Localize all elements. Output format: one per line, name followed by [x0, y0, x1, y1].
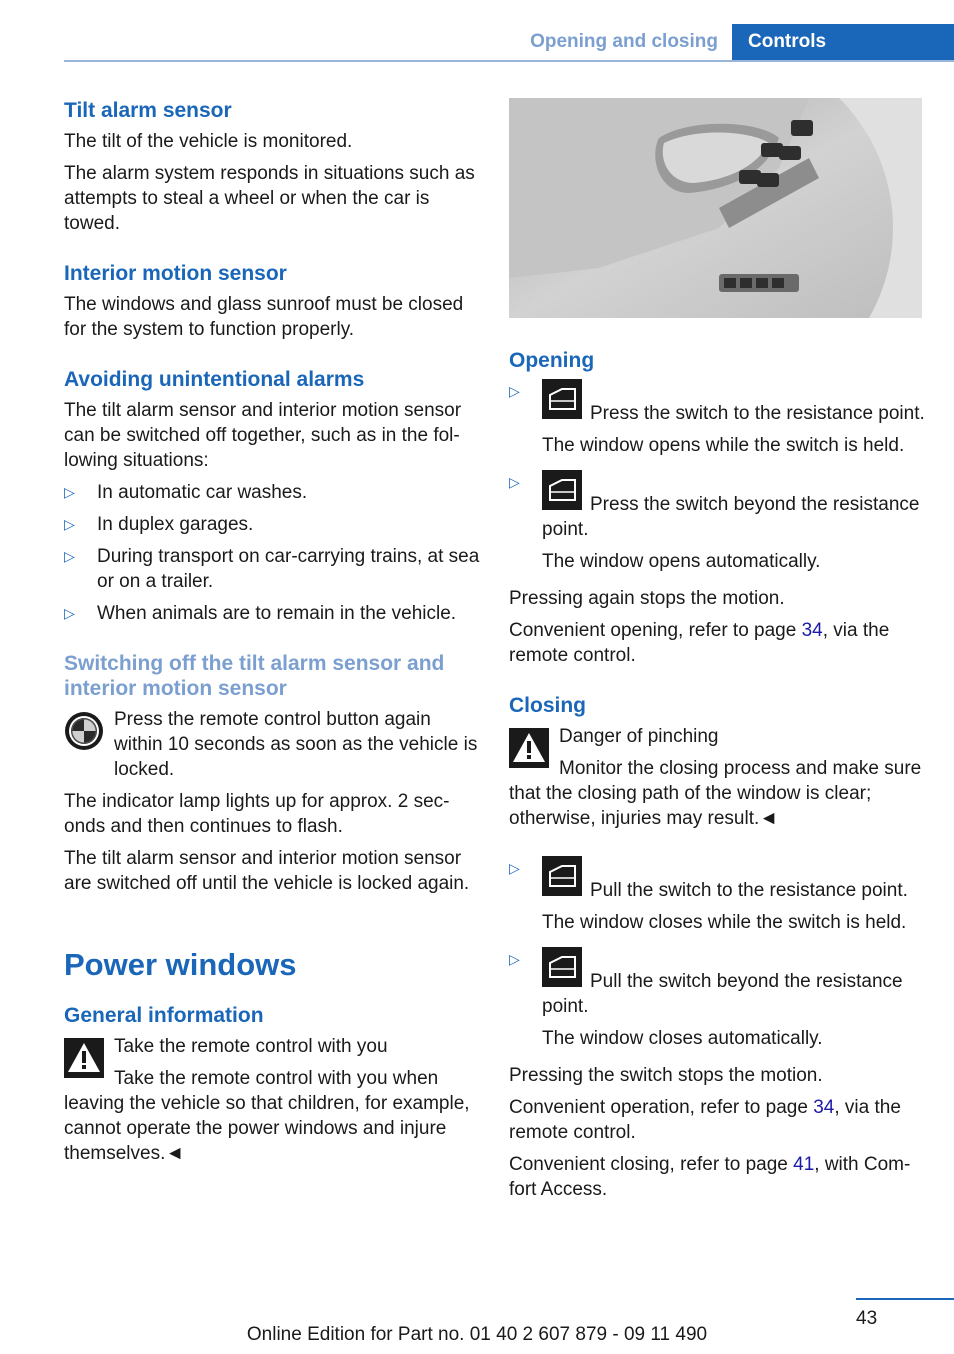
closing-reference-1: Convenient operation, refer to page 34, via the remote control.: [509, 1097, 901, 1143]
page-number-rule: [856, 1298, 954, 1300]
right-column: [509, 98, 927, 1209]
window-switch-icon: [542, 470, 582, 517]
list-item: ▷ When animals are to remain in the vehicle.: [64, 603, 457, 624]
warning-triangle-icon: [509, 728, 549, 773]
remote-warning: [64, 1034, 482, 1173]
window-switch-icon: [542, 379, 582, 426]
opening-step-2: ▷ Press the switch beyond the resistance point. The window opens automatically.: [509, 470, 927, 574]
window-switch-icon: [542, 947, 582, 994]
switch-off-heading: Switching off the tilt alarm sensor and interior motion sensor: [64, 652, 445, 700]
page-link-34[interactable]: 34: [813, 1097, 835, 1118]
left-column: [64, 98, 482, 1173]
danger-title: Danger of pinching: [559, 726, 719, 747]
warning-title: Take the remote control with you: [114, 1036, 388, 1057]
power-windows-title: Power windows: [64, 947, 297, 982]
motion-sensor-heading: Interior motion sensor: [64, 262, 287, 285]
triangle-bullet-icon: ▷: [64, 605, 75, 621]
general-info-heading: General information: [64, 1004, 264, 1027]
warning-body: Take the remote control with you when leaving the vehicle so that children, for example, cannot operate the power windows and injure themselves.◄: [64, 1068, 470, 1164]
opening-stop-text: Pressing again stops the motion.: [509, 588, 785, 609]
opening-step-1: ▷ Press the switch to the resistance point. The window opens while the switch is held.: [509, 379, 927, 458]
warning-triangle-icon: [64, 1038, 104, 1083]
triangle-bullet-icon: ▷: [64, 516, 75, 532]
page-number: 43: [856, 1308, 878, 1329]
header-chapter-tab: Controls: [732, 24, 954, 60]
list-item: ▷ In duplex garages.: [64, 514, 254, 535]
closing-step-2: ▷ Pull the switch beyond the resistance point. The window closes automatically.: [509, 947, 927, 1051]
motion-sensor-text: The windows and glass sunroof must be closed for the system to function properly.: [64, 294, 464, 340]
tilt-alarm-text-1: The tilt of the vehicle is monitored.: [64, 131, 353, 152]
page-link-34[interactable]: 34: [801, 620, 823, 641]
danger-body: Monitor the closing process and make sure that the closing path of the window is clear; otherwise, injuries may result.◄: [509, 758, 922, 829]
switch-off-text-3: The tilt alarm sensor and interior motion sensor are switched off until the vehicle is locked again.: [64, 848, 470, 894]
pinching-warning: [509, 724, 927, 838]
closing-heading: Closing: [509, 694, 586, 717]
triangle-bullet-icon: ▷: [509, 951, 520, 967]
list-item: ▷ During transport on car-carrying trains, at sea or on a trailer.: [64, 546, 480, 592]
footer-edition: Online Edition for Part no. 01 40 2 607 879 - 09 11 490: [246, 1324, 708, 1345]
tilt-alarm-text-2: The alarm system responds in situations such as attempts to steal a wheel or when the car is towed.: [64, 163, 475, 234]
header-rule: [64, 60, 954, 62]
triangle-bullet-icon: ▷: [64, 484, 75, 500]
switch-off-text-2: The indicator lamp lights up for approx. 2 seconds and then continues to flash.: [64, 791, 450, 837]
triangle-bullet-icon: ▷: [509, 860, 520, 876]
header-section-title: Opening and closing: [530, 31, 718, 52]
page-link-41[interactable]: 41: [793, 1154, 815, 1175]
avoid-alarms-list: [64, 480, 482, 626]
switch-off-text-1: Press the remote control button again within 10 seconds as soon as the vehicle is locked.: [64, 707, 482, 782]
opening-heading: Opening: [509, 349, 595, 372]
avoid-alarms-text: The tilt alarm sensor and interior motion sensor can be switched off together, such as in the following situations:: [64, 400, 462, 471]
tilt-alarm-heading: Tilt alarm sensor: [64, 99, 232, 122]
opening-reference: Convenient opening, refer to page 34, via the remote control.: [509, 620, 890, 666]
triangle-bullet-icon: ▷: [509, 474, 520, 490]
window-switch-icon: [542, 856, 582, 903]
list-item: ▷ In automatic car washes.: [64, 482, 308, 503]
bmw-remote-button-icon: [64, 711, 104, 758]
triangle-bullet-icon: ▷: [509, 383, 520, 399]
door-panel-illustration: [509, 98, 922, 318]
avoid-alarms-heading: Avoiding unintentional alarms: [64, 368, 365, 391]
closing-stop-text: Pressing the switch stops the motion.: [509, 1065, 823, 1086]
closing-step-1: ▷ Pull the switch to the resistance point. The window closes while the switch is held.: [509, 856, 927, 935]
closing-reference-2: Convenient closing, refer to page 41, with Comfort Access.: [509, 1154, 911, 1200]
triangle-bullet-icon: ▷: [64, 548, 75, 564]
